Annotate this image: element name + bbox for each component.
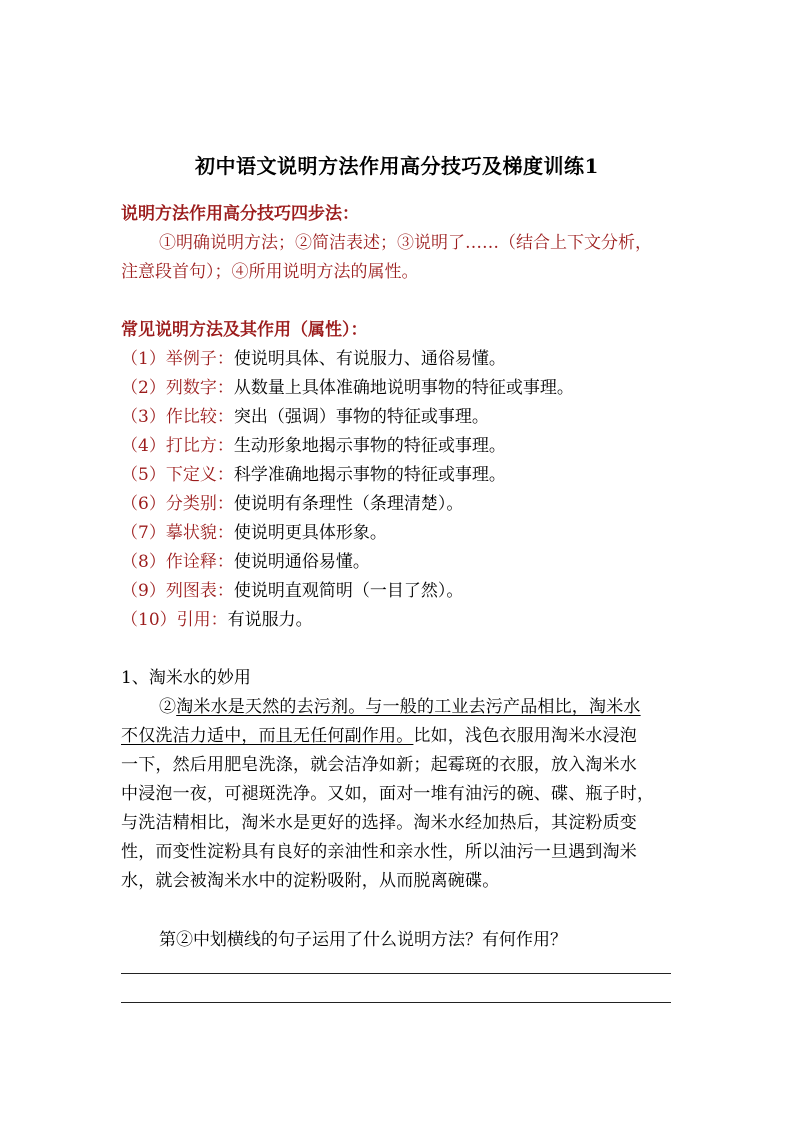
passage-line: 性，而变性淀粉具有良好的亲油性和亲水性，所以油污一旦遇到淘米 (121, 842, 637, 862)
method-item (121, 606, 681, 635)
method-text: 突出（强调）事物的特征或事理。 (233, 407, 489, 427)
method-label: （7）摹状貌： (121, 523, 234, 543)
method-label: （3）作比较： (121, 407, 234, 427)
passage-text: 比如，浅色衣服用淘米水浸泡 (413, 726, 638, 746)
method-item (121, 432, 681, 461)
method-item (121, 345, 681, 374)
method-item (121, 374, 681, 403)
exercise-heading: 1、淘米水的妙用 (121, 668, 251, 688)
method-item (121, 519, 681, 548)
method-label: （5）下定义： (121, 465, 234, 485)
passage-line (121, 722, 681, 751)
passage-line: 中浸泡一夜，可褪斑洗净。又如，面对一堆有油污的碗、碟、瓶子时， (121, 784, 655, 804)
answer-line[interactable] (121, 973, 671, 974)
steps-line-2: 注意段首句）；④所用说明方法的属性。 (121, 262, 419, 282)
method-label: （10）引用： (121, 610, 228, 630)
method-item (121, 461, 681, 490)
method-text: 从数量上具体准确地说明事物的特征或事理。 (233, 378, 574, 398)
steps-heading: 说明方法作用高分技巧四步法： (121, 204, 359, 224)
passage-line (159, 693, 719, 722)
method-text: 使说明更具体形象。 (233, 523, 387, 543)
method-label: （1）举例子： (121, 349, 234, 369)
circled-number: ② (159, 697, 177, 717)
method-item (121, 548, 681, 577)
page-title: 初中语文说明方法作用高分技巧及梯度训练1 (195, 154, 599, 178)
method-item (121, 403, 681, 432)
method-item (121, 577, 681, 606)
method-label: （6）分类别： (121, 494, 234, 514)
method-text: 使说明具体、有说服力、通俗易懂。 (233, 349, 506, 369)
methods-heading: 常见说明方法及其作用（属性）： (121, 320, 368, 340)
method-label: （9）列图表： (121, 581, 234, 601)
passage-line: 与洗洁精相比，淘米水是更好的选择。淘米水经加热后，其淀粉质变 (121, 813, 637, 833)
method-label: （4）打比方： (121, 436, 234, 456)
method-text: 使说明直观简明（一目了然）。 (233, 581, 464, 601)
underlined-sentence: 不仅洗洁力适中，而且无任何副作用。 (121, 726, 414, 746)
passage-line: 一下，然后用肥皂洗涤，就会洁净如新；起霉斑的衣服，放入淘米水 (121, 755, 637, 775)
method-text: 生动形象地揭示事物的特征或事理。 (233, 436, 506, 456)
method-text: 科学准确地揭示事物的特征或事理。 (233, 465, 506, 485)
method-text: 使说明通俗易懂。 (233, 552, 370, 572)
method-item (121, 490, 681, 519)
question-text: 第②中划横线的句子运用了什么说明方法？有何作用？ (159, 930, 567, 950)
steps-line-1: ①明确说明方法；②简洁表述；③说明了……（结合上下文分析， (159, 233, 652, 253)
answer-line[interactable] (121, 1002, 671, 1003)
passage-line: 水，就会被淘米水中的淀粉吸附，从而脱离碗碟。 (121, 871, 500, 891)
method-text: 使说明有条理性（条理清楚）。 (233, 494, 464, 514)
method-text: 有说服力。 (227, 610, 313, 630)
method-label: （2）列数字： (121, 378, 234, 398)
underlined-sentence: 淘米水是天然的去污剂。与一般的工业去污产品相比，淘米水 (176, 697, 641, 717)
method-label: （8）作诠释： (121, 552, 234, 572)
